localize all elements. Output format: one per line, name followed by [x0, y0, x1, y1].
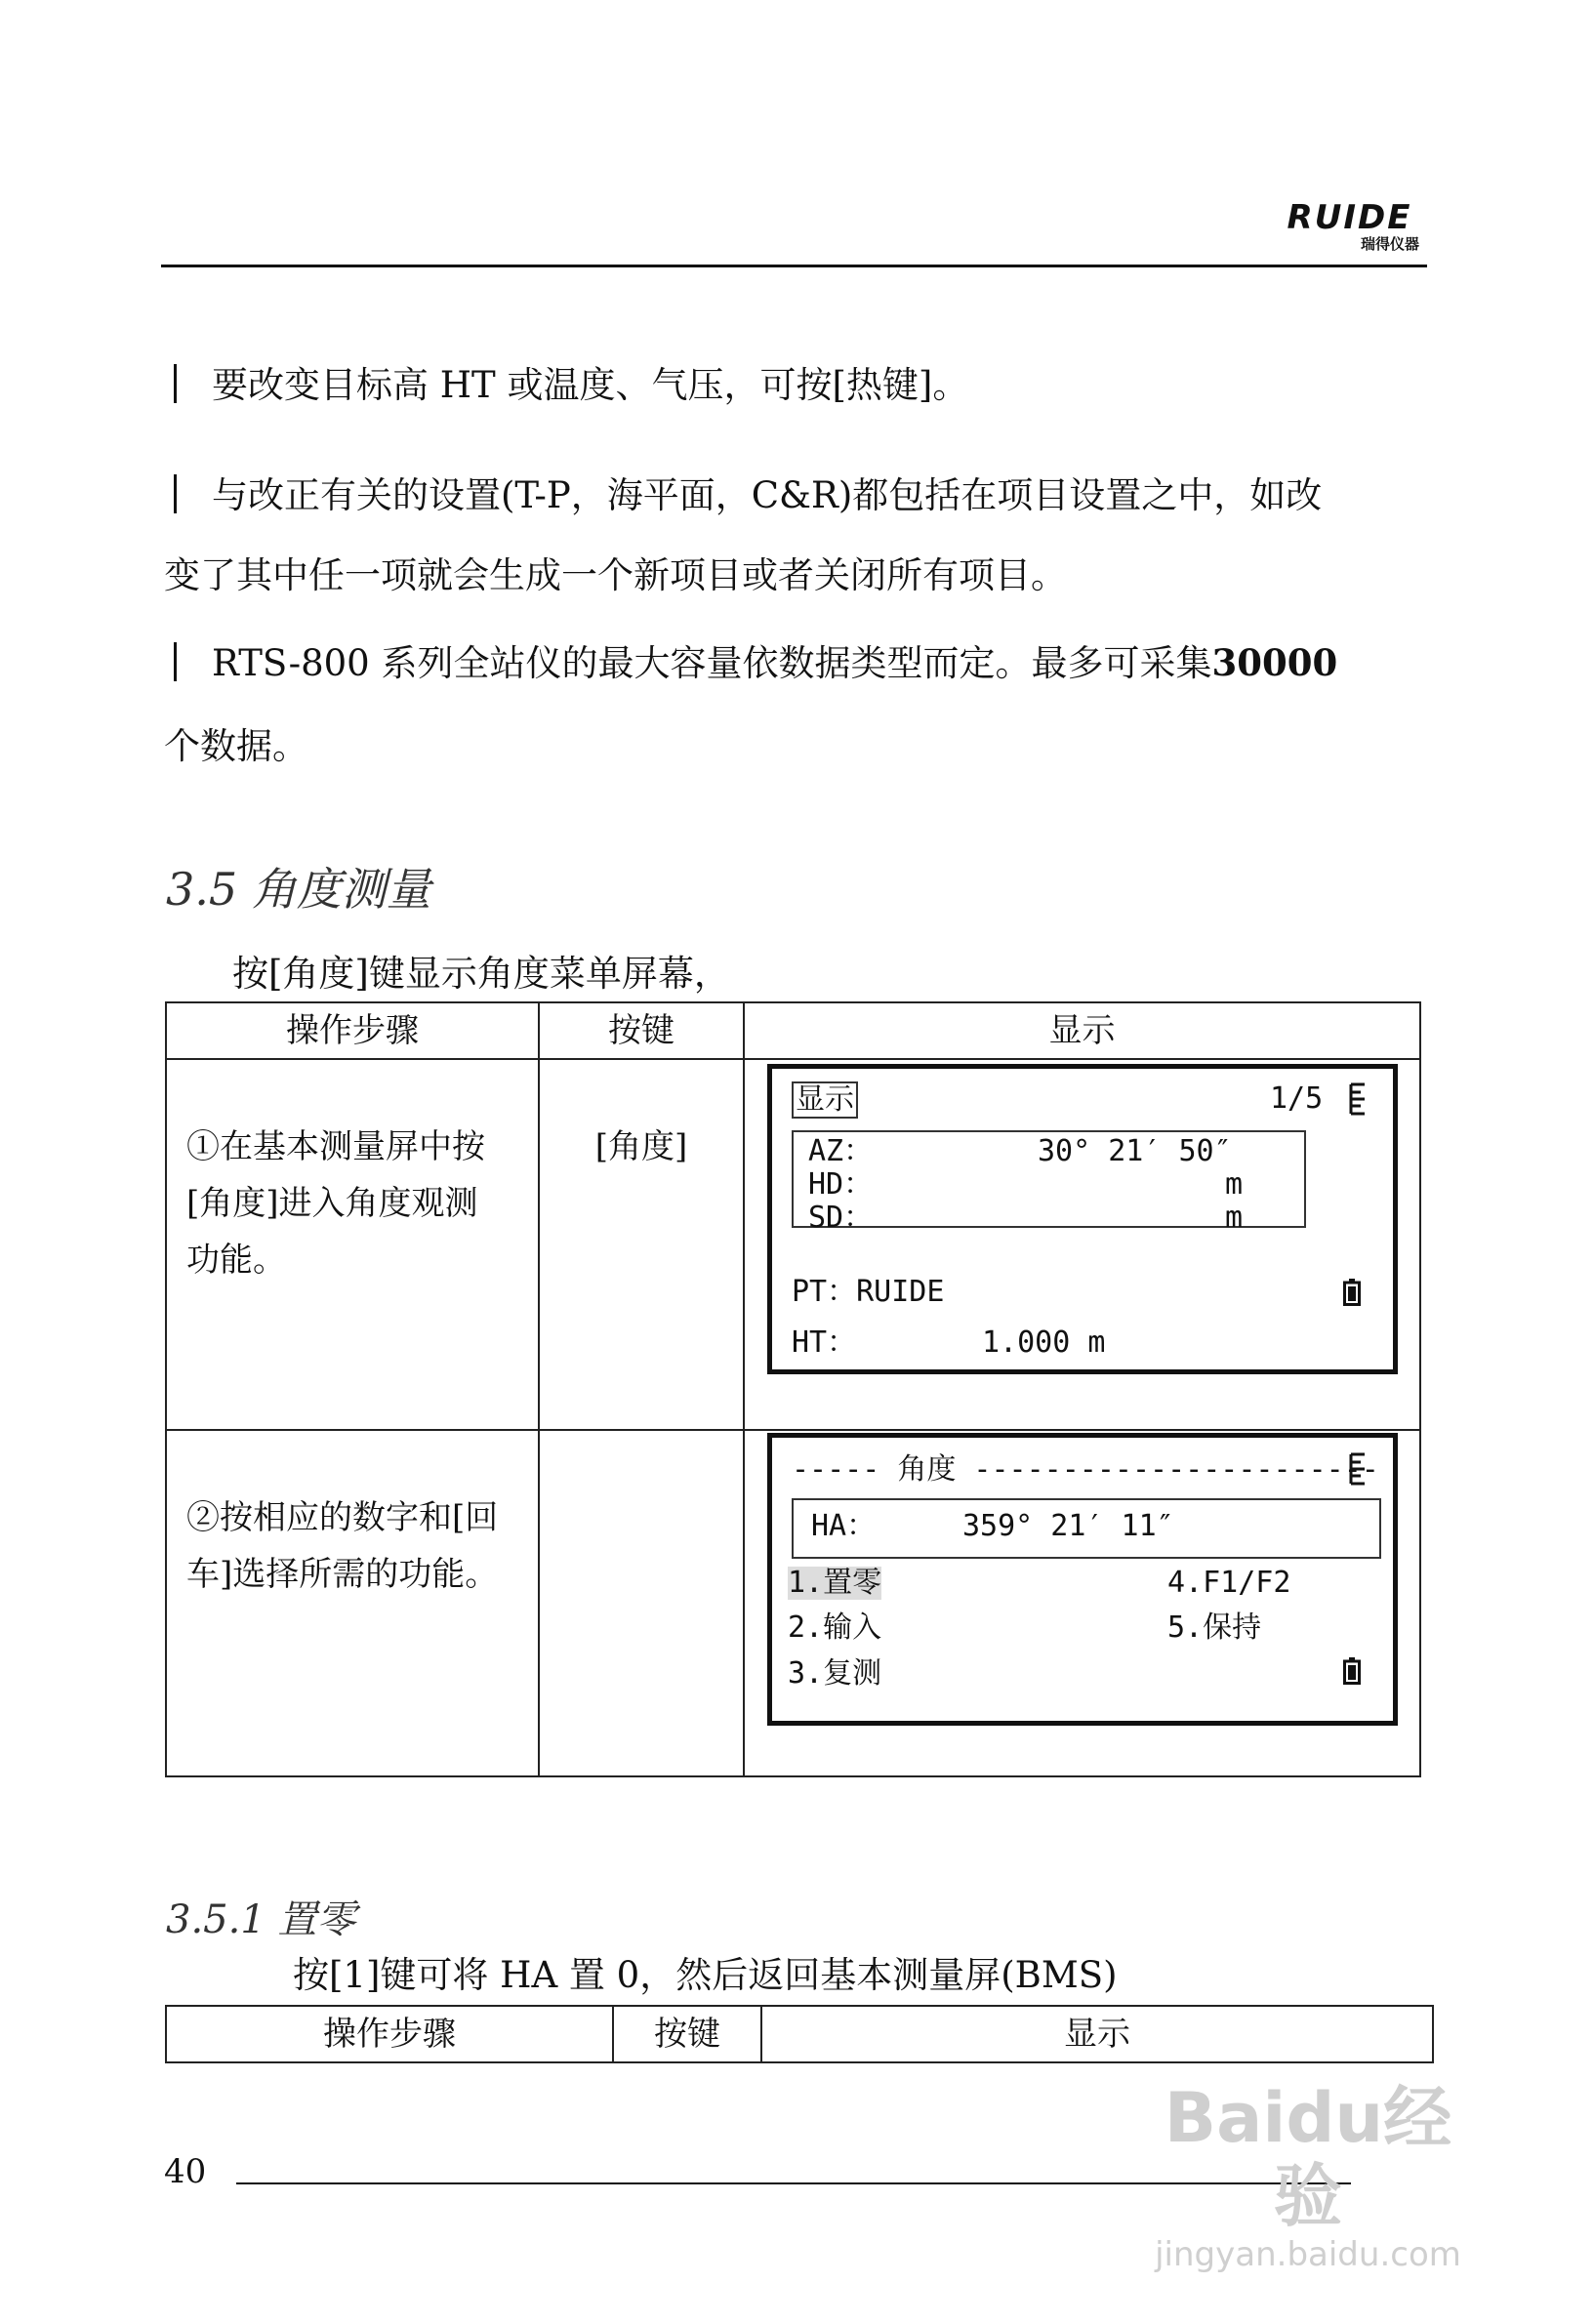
- note-3-line2: 个数据。: [164, 725, 308, 767]
- note-1-text: 要改变目标高 HT 或温度、气压，可按[热键]。: [212, 364, 969, 406]
- lcd-screen-display: [767, 1064, 1398, 1374]
- menu-item-zero[interactable]: 1.置零: [788, 1566, 882, 1600]
- note-2-line2: 变了其中任一项就会生成一个新项目或者关闭所有项目。: [164, 554, 1067, 596]
- pt-value: PT：RUIDE: [792, 1275, 945, 1309]
- battery-icon: [1343, 1279, 1361, 1306]
- note-bullet: [174, 474, 177, 513]
- subsection-title: 3.5.1 置零: [166, 1897, 356, 1942]
- hd-label: HD：: [808, 1167, 874, 1202]
- note-3-number: 30000: [1211, 641, 1338, 684]
- note-3-text: RTS-800 系列全站仪的最大容量依数据类型而定。最多可采集: [212, 642, 1212, 684]
- note-bullet: [174, 364, 177, 403]
- note-bullet: [174, 642, 177, 681]
- note-3: [174, 642, 1337, 683]
- lcd-title: ----- 角度 -----------------------: [792, 1452, 1379, 1487]
- lcd-title: 显示: [792, 1081, 858, 1119]
- hd-unit: m: [1225, 1167, 1244, 1202]
- menu-item-hold[interactable]: 5.保持: [1167, 1610, 1262, 1645]
- watermark-url: jingyan.baidu.com: [1155, 2235, 1461, 2274]
- section-intro: 按[角度]键显示角度菜单屏幕，: [232, 953, 730, 995]
- brand-subtitle: 瑞得仪器: [1360, 235, 1419, 253]
- header-steps: 操作步骤: [166, 1002, 539, 1059]
- step-2: ②按相应的数字和[回 车]选择所需的功能。: [166, 1430, 539, 1776]
- note-2: [174, 474, 1322, 515]
- note-1: [174, 364, 968, 405]
- signal-icon: [1345, 1082, 1369, 1116]
- watermark-title: Baidu经验: [1164, 2078, 1452, 2236]
- signal-icon: [1345, 1452, 1369, 1486]
- header-display: 显示: [744, 1002, 1420, 1059]
- header-rule: [161, 265, 1427, 267]
- lcd-page-indicator: 1/5: [1270, 1081, 1324, 1116]
- watermark: [1132, 2079, 1484, 2274]
- zero-steps-table: [165, 2005, 1434, 2063]
- note-2-line1: 与改正有关的设置(T-P，海平面，C&R)都包括在项目设置之中，如改: [212, 474, 1323, 516]
- battery-icon: [1343, 1657, 1361, 1685]
- brand-name: RUIDE: [1287, 198, 1412, 237]
- lcd-screen-angle: [767, 1433, 1398, 1726]
- step-2-key: [539, 1430, 744, 1776]
- header-key: 按键: [539, 1002, 744, 1059]
- header-steps: 操作步骤: [166, 2006, 613, 2062]
- subsection-intro: 按[1]键可将 HA 置 0，然后返回基本测量屏(BMS): [293, 1954, 1118, 1996]
- ha-value: 359° 21′ 11″: [962, 1509, 1174, 1543]
- header-display: 显示: [761, 2006, 1433, 2062]
- menu-item-input[interactable]: 2.输入: [788, 1610, 882, 1645]
- menu-item-f1f2[interactable]: 4.F1/F2: [1167, 1566, 1291, 1600]
- section-title: 3.5 角度测量: [166, 863, 431, 916]
- menu-item-repeat[interactable]: 3.复测: [788, 1656, 882, 1691]
- brand-logo: [1274, 200, 1425, 253]
- ha-label: HA：: [811, 1509, 877, 1543]
- step-1-key: [角度]: [539, 1059, 744, 1430]
- sd-label: SD：: [808, 1201, 874, 1235]
- ht-label: HT：: [792, 1325, 857, 1360]
- ht-value: 1.000 m: [982, 1325, 1106, 1360]
- step-1: ①在基本测量屏中按 [角度]进入角度观测 功能。: [166, 1059, 539, 1430]
- sd-unit: m: [1225, 1201, 1244, 1235]
- header-key: 按键: [613, 2006, 761, 2062]
- page-number: 40: [164, 2152, 207, 2191]
- az-value: 30° 21′ 50″: [1038, 1134, 1232, 1168]
- az-label: AZ：: [808, 1134, 874, 1168]
